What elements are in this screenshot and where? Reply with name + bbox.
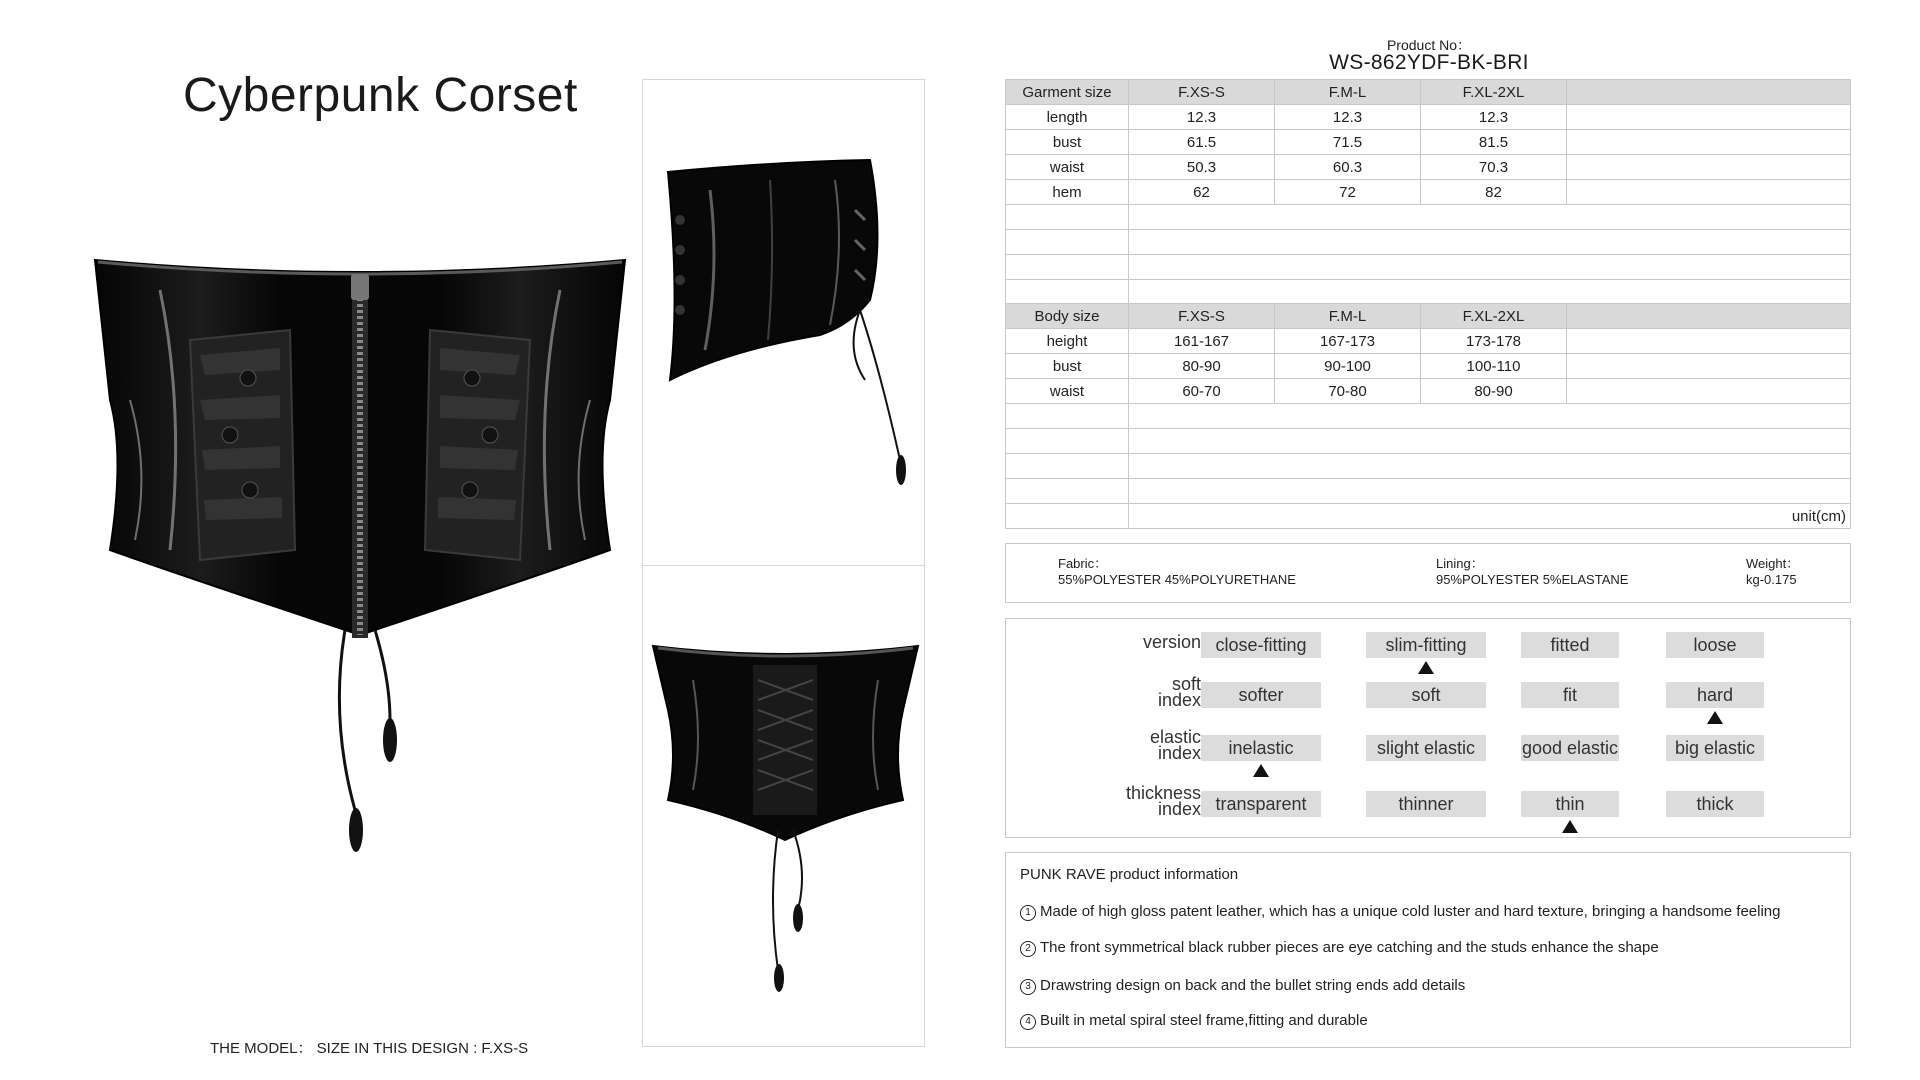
index-option: loose [1666,632,1764,658]
weight-info [1746,556,1799,588]
index-label [1041,785,1201,817]
table-header-row [1006,304,1851,329]
table-row [1006,379,1851,404]
table-cell: 80-90 [1421,379,1567,404]
table-cell: waist [1006,379,1129,404]
table-cell: 90-100 [1275,354,1421,379]
index-label-line: index [1157,743,1201,763]
table-cell: 12.3 [1275,105,1421,130]
table-row [1006,180,1851,205]
table-row-unit [1006,504,1851,529]
lining-info [1436,556,1628,588]
index-option: inelastic [1201,735,1321,761]
weight-value: kg-0.175 [1746,572,1797,587]
selected-marker-icon [1253,764,1269,777]
info-item [1020,939,1659,957]
fabric-value: 55%POLYESTER 45%POLYURETHANE [1058,572,1296,587]
table-header-cell: Garment size [1006,80,1129,105]
table-row [1006,105,1851,130]
item-number: 1 [1020,905,1036,921]
table-cell: hem [1006,180,1129,205]
table-cell: 61.5 [1129,130,1275,155]
index-label-line: thickness [1125,783,1201,803]
lining-label: Lining： [1436,556,1484,571]
unit-label: unit(cm) [1129,504,1851,529]
index-option: big elastic [1666,735,1764,761]
table-header-cell [1567,80,1851,105]
info-item [1020,977,1465,995]
table-cell: 72 [1275,180,1421,205]
weight-label: Weight： [1746,556,1800,571]
table-cell: 80-90 [1129,354,1275,379]
index-option: thin [1521,791,1619,817]
fit-index-box [1005,618,1851,838]
table-header-cell: F.XL-2XL [1421,80,1567,105]
table-header-cell: F.XL-2XL [1421,304,1567,329]
table-cell: waist [1006,155,1129,180]
index-label-line: version [1142,632,1201,652]
table-cell: 81.5 [1421,130,1567,155]
index-option: close-fitting [1201,632,1321,658]
table-row-empty [1006,404,1851,429]
table-row [1006,354,1851,379]
index-label-line: index [1157,799,1201,819]
index-label-line: soft [1171,674,1201,694]
lining-value: 95%POLYESTER 5%ELASTANE [1436,572,1629,587]
table-row [1006,155,1851,180]
index-label [1041,676,1201,708]
table-cell: 100-110 [1421,354,1567,379]
table-cell: 60-70 [1129,379,1275,404]
info-item [1020,903,1781,921]
table-header-cell [1567,304,1851,329]
index-option: good elastic [1521,735,1619,761]
info-item [1020,1012,1368,1030]
detail-divider [643,565,924,566]
garment-size-table [1005,79,1851,305]
item-number: 2 [1020,941,1036,957]
table-cell: 50.3 [1129,155,1275,180]
table-cell: 12.3 [1129,105,1275,130]
index-label-line: index [1157,690,1201,710]
index-option: thinner [1366,791,1486,817]
table-cell: 70-80 [1275,379,1421,404]
table-row-empty [1006,205,1851,230]
table-cell [1567,180,1851,205]
table-header-cell: F.XS-S [1129,304,1275,329]
item-number: 3 [1020,979,1036,995]
table-cell: 71.5 [1275,130,1421,155]
product-number-label: Product No： [1386,37,1472,53]
selected-marker-icon [1418,661,1434,674]
table-row-empty [1006,479,1851,504]
table-cell [1567,130,1851,155]
fabric-info [1058,556,1296,588]
selected-marker-icon [1707,711,1723,724]
table-row-empty [1006,454,1851,479]
product-number: WS-862YDF-BK-BRI [1329,51,1529,74]
table-cell: 62 [1129,180,1275,205]
table-row-empty [1006,230,1851,255]
index-option: soft [1366,682,1486,708]
info-item-text: Made of high gloss patent leather, which has a unique cold luster and hard texture, bringing a handsome feeling [1040,903,1781,920]
index-option: hard [1666,682,1764,708]
info-item-text: Built in metal spiral steel frame,fitting and durable [1040,1012,1368,1029]
table-cell [1567,155,1851,180]
table-cell: height [1006,329,1129,354]
info-item-text: The front symmetrical black rubber pieces are eye catching and the studs enhance the shape [1040,939,1659,956]
item-number: 4 [1020,1014,1036,1030]
product-info-box [1005,852,1851,1048]
fabric-label: Fabric： [1058,556,1108,571]
selected-marker-icon [1562,820,1578,833]
index-option: fit [1521,682,1619,708]
corset-front-image [90,250,630,910]
table-cell: 82 [1421,180,1567,205]
index-option: softer [1201,682,1321,708]
table-header-cell: F.XS-S [1129,80,1275,105]
table-row [1006,130,1851,155]
corset-side-image [650,150,920,500]
table-row-empty [1006,429,1851,454]
product-title: Cyberpunk Corset [183,69,578,122]
index-option: fitted [1521,632,1619,658]
table-cell [1567,329,1851,354]
table-cell: 12.3 [1421,105,1567,130]
table-cell: 70.3 [1421,155,1567,180]
table-cell: 161-167 [1129,329,1275,354]
table-row [1006,329,1851,354]
index-label [1041,634,1201,650]
info-title: PUNK RAVE product information [1020,866,1239,883]
materials-box [1005,543,1851,603]
index-option: slim-fitting [1366,632,1486,658]
table-header-cell: F.M-L [1275,80,1421,105]
table-header-row [1006,80,1851,105]
table-header-cell: F.M-L [1275,304,1421,329]
table-cell: 167-173 [1275,329,1421,354]
model-size-note: THE MODEL： SIZE IN THIS DESIGN : F.XS-S [210,1040,529,1057]
table-cell: 173-178 [1421,329,1567,354]
table-cell: bust [1006,130,1129,155]
corset-back-image [648,640,923,995]
table-header-cell: Body size [1006,304,1129,329]
info-item-text: Drawstring design on back and the bullet string ends add details [1040,977,1466,994]
table-cell [1567,354,1851,379]
table-cell: 60.3 [1275,155,1421,180]
table-row-empty [1006,280,1851,305]
index-option: slight elastic [1366,735,1486,761]
table-row-empty [1006,255,1851,280]
table-cell [1567,379,1851,404]
body-size-table [1005,303,1851,529]
table-cell: length [1006,105,1129,130]
index-option: transparent [1201,791,1321,817]
table-cell [1567,105,1851,130]
index-option: thick [1666,791,1764,817]
index-label [1041,729,1201,761]
index-label-line: elastic [1149,727,1201,747]
table-cell: bust [1006,354,1129,379]
